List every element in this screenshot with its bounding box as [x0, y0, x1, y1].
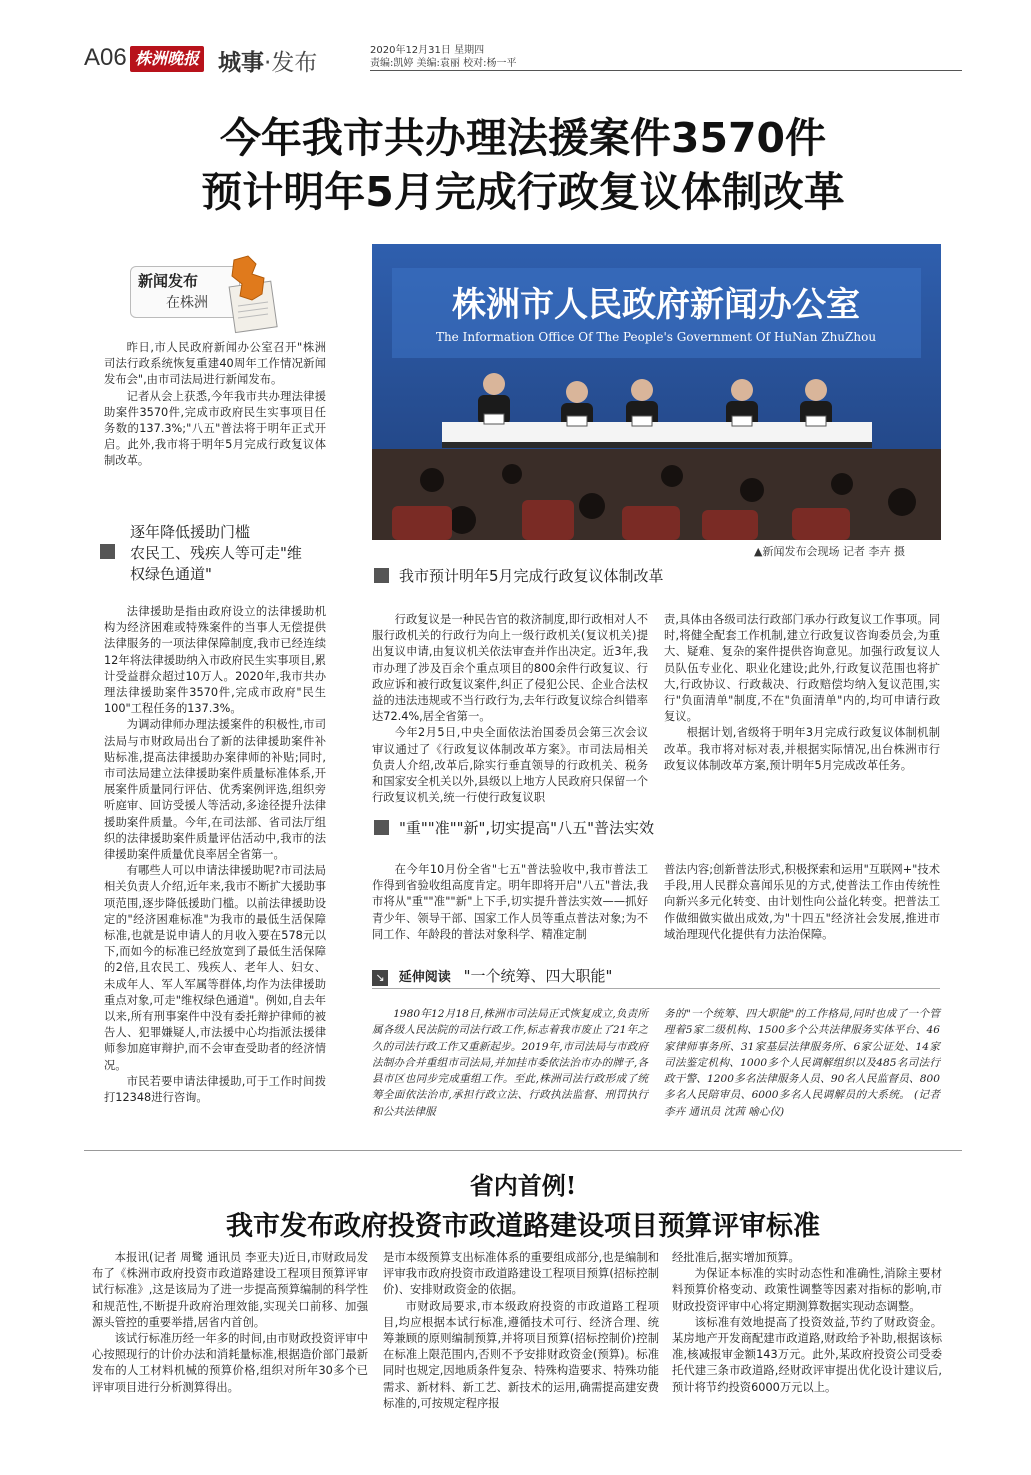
ext-paragraph-1: 1980年12月18日,株洲市司法局正式恢复成立,负责所属各级人民法院的司法行政工作,标志着我市废止了21年之久的司法行政工作又重新起步。2019年,市司法局与市政府法制办合并重组市司法局,并加挂市委依法治市办的牌子,各县市区也同步完成重组工作。至此,株洲司法行政形成了统筹全面依法治市,承担行政立法、行政执法监督、刑罚执行和公共法律服	[372, 1008, 648, 1118]
subhead-1-line-1: 逐年降低援助门槛	[130, 523, 251, 541]
pufa-paragraph-1: 在今年10月份全省"七五"普法验收中,我市普法工作得到省验收组高度肯定。明年即将开启"八五"普法,我市将从"重""准""新"上下手,切实提升普法实效——抓好青少年、领导干部、国家工作人员等重点普法对象;为不同工作、年龄段的普法对象科学、精准定制	[372, 863, 648, 941]
story2-col-1	[92, 1250, 368, 1396]
story2-col-2	[383, 1250, 659, 1412]
masthead-rule	[370, 70, 962, 71]
page-number: A06	[84, 44, 127, 71]
extended-reading-tag: 延伸阅读	[398, 970, 451, 985]
issue-date: 2020年12月31日 星期四	[370, 45, 485, 56]
story2-paragraph-5: 经批准后,据实增加预算。	[672, 1251, 800, 1264]
left-paragraph-4: 市民若要申请法律援助,可于工作时间拨打12348进行咨询。	[104, 1074, 326, 1105]
pufa-article-col-2	[664, 862, 940, 943]
extended-reading-rule	[372, 988, 940, 989]
subhead-2-text: 我市预计明年5月完成行政复议体制改革	[399, 567, 664, 585]
subhead-square-icon	[374, 820, 389, 835]
subhead-1-line-2: 农民工、残疾人等可走"维	[130, 544, 302, 562]
intro-paragraph-2: 记者从会上获悉,今年我市共办理法律援助案件3570件,完成市政府民生实事项目任务数的137.3%;"八五"普法将于明年正式开启。此外,我市将于明年5月完成行政复议体制改革。	[104, 389, 326, 468]
story2-paragraph-7: 该标准有效地提高了投资效益,节约了财政资金。某房地产开发商配建市政道路,财政给予补助,根据该标准,核减报审金额143万元。此外,某政府投资公司受委托代建三条市政道路,经财政评审提出优化设计建议后,预计将节约投资6000万元以上。	[672, 1315, 942, 1394]
section-separator: ·	[264, 50, 272, 76]
story2-col-3	[672, 1250, 942, 1396]
story2-paragraph-3: 是市本级预算支出标准体系的重要组成部分,也是编制和评审我市政府投资市政道路建设工程项目预算(招标控制价)、安排财政资金的依据。	[383, 1251, 659, 1297]
subhead-square-icon	[374, 568, 389, 583]
mid-paragraph-2: 今年2月5日,中央全面依法治国委员会第三次会议审议通过了《行政复议体制改革方案》。市司法局相关负责人介绍,改革后,除实行垂直领导的行政机关、税务和国家安全机关以外,县级以上地方人民政府只保留一个行政复议机关,统一行使行政复议职	[372, 726, 648, 805]
section-name-a: 城事	[218, 50, 264, 76]
badge-line-1: 新闻发布	[138, 272, 199, 290]
subhead-legal-aid	[100, 522, 370, 588]
subhead-3-text: "重""准""新",切实提高"八五"普法实效	[399, 819, 654, 837]
press-conference-photo	[372, 244, 941, 540]
photo-banner-en: The Information Office Of The People's Government Of HuNan ZhuZhou	[435, 330, 877, 344]
extended-reading-col-2	[664, 1006, 940, 1120]
photo-banner-cn: 株洲市人民政府新闻办公室	[452, 285, 860, 325]
story2-paragraph-1: 本报讯(记者 周鹭 通讯员 李亚夫)近日,市财政局发布了《株洲市政府投资市政道路建设工程项目预算评审试行标准》,这是该局为了进一步提高预算编制的科学性和规范性,不断提升政府治理效能,实现关口前移、加强源头管控的重要举措,居省内首创。	[92, 1251, 368, 1329]
story2-title: 我市发布政府投资市政道路建设项目预算评审标准	[226, 1211, 820, 1242]
legal-aid-article	[104, 604, 326, 1106]
admin-review-article-col-2	[664, 612, 940, 774]
pufa-article-col-1	[372, 862, 648, 943]
intro-paragraph-1: 昨日,市人民政府新闻办公室召开"株洲司法行政系统恢复重建40周年工作情况新闻发布会",由市司法局进行新闻发布。	[104, 341, 326, 387]
extended-reading-header	[372, 966, 932, 988]
headline-line-2: 预计明年5月完成行政复议体制改革	[201, 168, 845, 216]
left-paragraph-2: 为调动律师办理法援案件的积极性,市司法局与市财政局出台了新的法律援助案件补贴标准,提高法律援助办案律师的补贴;同时,市司法局建立法律援助案件质量标准体系,开展案件质量同行评估、优秀案例评选,组织旁听庭审、回访受援人等活动,多途径提升法律援助案件质量。今年,在司法部、省司法厅组织的法律援助案件质量评估活动中,我市的法律援助案件质量优良率居全省第一。	[104, 718, 326, 862]
news-release-badge	[130, 254, 290, 334]
story2-kicker: 省内首例!	[469, 1171, 577, 1200]
intro-text	[104, 340, 326, 470]
story-divider	[84, 1150, 962, 1151]
left-paragraph-1: 法律援助是指由政府设立的法律援助机构为经济困难或特殊案件的当事人无偿提供法律服务的一项法律保障制度,我市已经连续12年将法律援助纳入市政府民生实事项目,累计受益群众超过10万人。2020年,我市共办理法律援助案件3570件,完成市政府"民生100"工程任务的137.3%。	[104, 605, 326, 716]
ext-paragraph-2: 务的"一个统筹、四大职能"的工作格局,同时也成了一个管理着5家二级机构、1500多个公共法律服务实体平台、46家律师事务所、31家基层法律服务所、6家公证处、14家司法鉴定机构、1000多个人民调解组织以及485名司法行政干警、1200多名法律服务人员、90名人民监督员、800多名人民陪审员、6000多名人民调解员的大系统。 (记者 李卉 通讯员 沈茜 喻心仪)	[664, 1008, 940, 1118]
badge-line-2: 在株洲	[166, 295, 208, 311]
pufa-paragraph-2: 普法内容;创新普法形式,积极探索和运用"互联网+"技术手段,用人民群众喜闻乐见的方式,使普法工作由传统性向新兴多元化转变、由计划性向公益化转变。把普法工作做细做实做出成效,为"十四五"经济社会发展,推进市域治理现代化提供有力法治保障。	[664, 863, 940, 941]
subhead-square-icon	[100, 544, 115, 559]
newspaper-logo: 株洲晚报	[130, 46, 204, 72]
extended-reading-title: "一个统筹、四大职能"	[463, 967, 613, 985]
extended-reading-col-1	[372, 1006, 648, 1120]
story2-paragraph-6: 为保证本标准的实时动态性和准确性,消除主要材料预算价格变动、政策性调整等因素对指标的影响,市财政投资评审中心将定期测算数据实现动态调整。	[672, 1267, 942, 1313]
arrow-icon: ↘	[372, 970, 388, 986]
subhead-admin-review	[374, 566, 934, 587]
left-paragraph-3: 有哪些人可以申请法律援助呢?市司法局相关负责人介绍,近年来,我市不断扩大援助事项范围,逐步降低援助门槛。以前法律援助设定的"经济困难标准"为我市的最低生活保障标准,也就是说申请人的月收入要在578元以下,而如今的标准已经放宽到了最低生活保障的2倍,且农民工、残疾人、老年人、妇女、未成年人、军人军属等群体,均作为法律援助重点对象,可走"维权绿色通道"。例如,自去年以来,所有刑事案件中没有委托辩护律师的被告人、犯罪嫌疑人,市法援中心均指派法援律师参加庭审辩护,而不会审查受助者的经济情况。	[104, 864, 326, 1072]
mid-paragraph-3: 责,具体由各级司法行政部门承办行政复议工作事项。同时,将健全配套工作机制,建立行政复议咨询委员会,为重大、疑难、复杂的案件提供咨询意见。加强行政复议人员队伍专业化、职业化建设;此外,行政复议范围也将扩大,行政协议、行政裁决、行政赔偿均纳入复议范围,实行"负面清单"制度,不在"负面清单"内的,均可申请行政复议。	[664, 613, 940, 724]
section-name-b: 发布	[271, 50, 318, 76]
newspaper-map-icon	[222, 254, 282, 334]
admin-review-article-col-1	[372, 612, 648, 806]
subhead-1-line-3: 权绿色通道"	[130, 565, 212, 583]
subhead-pufa	[374, 818, 934, 839]
photo-caption: ▲新闻发布会现场 记者 李卉 摄	[754, 545, 905, 558]
story2-paragraph-2: 该试行标准历经一年多的时间,由市财政投资评审中心按照现行的计价办法和消耗量标准,根据造价部门最新发布的人工材料机械的预算价格,组织对所年30多个已评审项目进行分析测算得出。	[92, 1332, 368, 1394]
mid-paragraph-4: 根据计划,省级将于明年3月完成行政复议体制机制改革。我市将对标对表,并根据实际情况,出台株洲市行政复议体制改革方案,预计明年5月完成改革任务。	[664, 726, 940, 772]
section-title	[218, 44, 317, 77]
headline-line-1: 今年我市共办理法援案件3570件	[219, 114, 827, 162]
issue-editors: 责编:凯婷 美编:袁丽 校对:杨一平	[370, 58, 517, 69]
issue-meta	[370, 44, 516, 70]
mid-paragraph-1: 行政复议是一种民告官的救济制度,即行政相对人不服行政机关的行政行为向上一级行政机关(复议机关)提出复议申请,由复议机关依法审查并作出决定。近3年,我市办理了涉及百余个重点项目的800余件行政复议、行政应诉和被行政复议案件,纠正了侵犯公民、企业合法权益的违法违规或不当行政行为,去年行政复议综合纠错率达72.4%,居全省第一。	[372, 613, 648, 724]
story2-paragraph-4: 市财政局要求,市本级政府投资的市政道路工程项目,均应根据本试行标准,遵循技术可行、经济合理、统筹兼顾的原则编制预算,并将项目预算(招标控制价)控制在标准上限范围内,否则不予安排财政资金(预算)。标准同时也规定,因地质条件复杂、特殊构造要求、特殊功能需求、新材料、新工艺、新技术的运用,确需提高建安费标准的,可按规定程序报	[383, 1299, 659, 1410]
press-conference-scene	[372, 244, 941, 540]
